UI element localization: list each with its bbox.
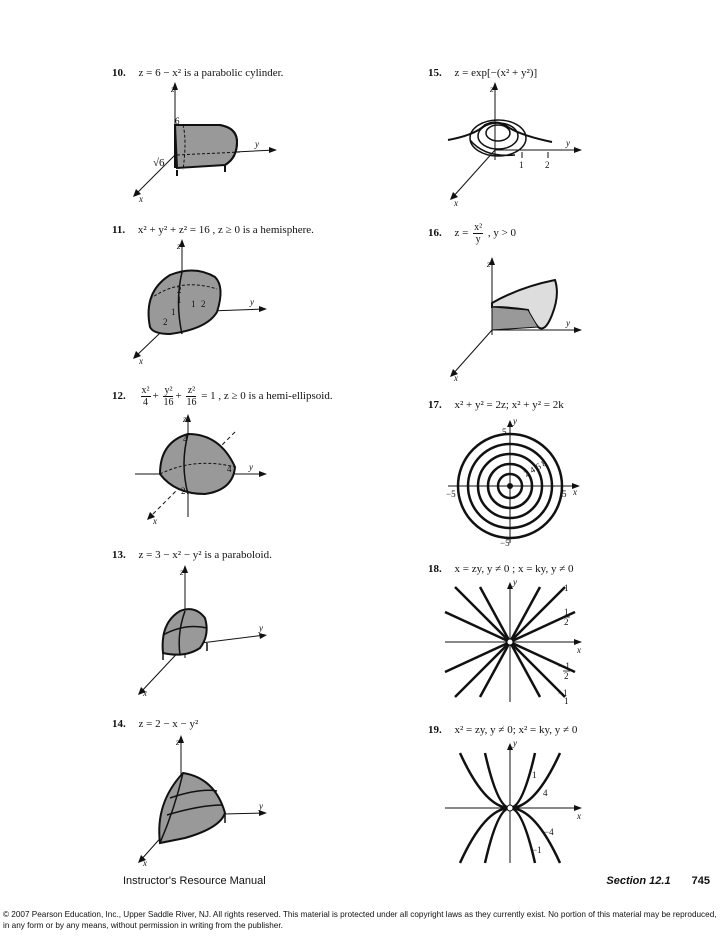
problem-19-statement <box>428 723 577 737</box>
figure-plane-surface <box>125 733 275 868</box>
problem-number: 16. <box>428 227 442 240</box>
copyright-notice: © 2007 Pearson Education, Inc., Upper Saddle River, NJ. All rights reserved. This material is protected under all copyright laws as they currently exist. No portion of this material may be reproduced, in any form or by any means, without permission in writing from the publisher. <box>3 910 717 930</box>
problem-number: 15. <box>428 67 442 79</box>
slope-label: 1 <box>564 696 569 706</box>
y-axis-label: y <box>513 577 517 587</box>
slope-label: − 1 <box>558 661 570 671</box>
x-axis-label: x <box>153 516 157 526</box>
tick-label: −5 <box>500 538 510 548</box>
figure-line-family <box>440 577 590 707</box>
y-axis-label: y <box>255 139 259 149</box>
figure-level-circles <box>440 415 590 550</box>
tick-label: 6 <box>175 116 180 126</box>
problem-number: 10. <box>112 67 126 79</box>
tick-label: 4 <box>227 464 232 474</box>
problem-eq-prefix: z = <box>454 227 469 240</box>
z-axis-label: z <box>490 84 494 94</box>
tick-label: 5 <box>502 427 507 437</box>
fraction-term: $\frac{\text{z²}}{16}$ <box>186 385 197 408</box>
tick-label: 1 <box>519 160 524 170</box>
slope-label: 2 <box>564 617 569 627</box>
problem-14-statement <box>112 717 198 731</box>
tick-label: 2 <box>163 317 168 327</box>
problem-number: 17. <box>428 399 442 411</box>
z-axis-label: z <box>487 259 491 269</box>
x-axis-label: x <box>139 356 143 366</box>
fraction-term: $\frac{\text{x²}}{4}$ <box>141 385 150 408</box>
figure-parabolic-cylinder <box>125 80 285 205</box>
problem-equation: z = exp[−(x² + y²)] <box>454 67 538 79</box>
problem-equation: z = 2 − x − y² <box>138 718 199 730</box>
problem-11-statement <box>112 223 314 237</box>
y-axis-label: y <box>259 623 263 633</box>
x-axis-label: x <box>143 858 147 868</box>
problem-18-statement <box>428 562 574 576</box>
y-axis-label: y <box>249 462 253 472</box>
problem-equation: z = 6 − x² is a parabolic cylinder. <box>138 67 284 79</box>
problem-13-statement <box>112 548 272 562</box>
problem-eq-suffix: , y > 0 <box>487 227 517 240</box>
problem-equation: x² = zy, y ≠ 0; x² = ky, y ≠ 0 <box>454 724 578 736</box>
tick-label: 2 <box>201 299 206 309</box>
x-axis-label: x <box>577 645 581 655</box>
y-axis-label: y <box>259 801 263 811</box>
problem-equation: x = zy, y ≠ 0 ; x = ky, y ≠ 0 <box>454 563 574 575</box>
tick-label: 2 <box>545 160 550 170</box>
z-axis-label: z <box>171 84 175 94</box>
slope-label: 1 <box>564 583 569 593</box>
y-axis-label: y <box>513 416 517 426</box>
problem-equation: x² + y² = 2z; x² + y² = 2k <box>454 399 564 411</box>
z-axis-label: z <box>183 414 187 424</box>
tick-label: 2 <box>177 285 182 295</box>
y-axis-label: y <box>566 318 570 328</box>
problem-number: 14. <box>112 718 126 730</box>
y-axis-label: y <box>513 738 517 748</box>
problem-17-statement <box>428 398 564 412</box>
figure-hemi-ellipsoid <box>125 412 275 526</box>
figure-parabola-family <box>440 738 590 868</box>
tick-label: 2 <box>181 486 186 496</box>
z-axis-label: z <box>180 567 184 577</box>
section-and-page <box>606 875 710 887</box>
curve-label: −4 <box>544 827 554 837</box>
level-labels: 2 4 6 8 <box>522 457 549 479</box>
problem-number: 19. <box>428 724 442 736</box>
x-axis-label: x <box>139 194 143 204</box>
problem-equation: z = 3 − x² − y² is a paraboloid. <box>138 549 272 561</box>
manual-title: Instructor's Resource Manual <box>123 875 266 887</box>
tick-label: 1 <box>191 299 196 309</box>
x-axis-label: x <box>577 811 581 821</box>
problem-number: 11. <box>112 224 126 236</box>
x-axis-label: x <box>454 198 458 208</box>
y-axis-label: y <box>250 297 254 307</box>
slope-label: 1 <box>564 607 569 617</box>
problem-number: 18. <box>428 563 442 575</box>
x-axis-label: x <box>143 688 147 698</box>
page-number: 745 <box>691 875 710 887</box>
tick-label: 1 <box>171 307 176 317</box>
tick-label: 5 <box>562 489 567 499</box>
x-axis-label: x <box>573 487 577 497</box>
tick-label: √6 <box>153 157 165 169</box>
slope-label: −1 <box>558 688 568 698</box>
figure-hemisphere <box>125 237 275 367</box>
z-axis-label: z <box>176 737 180 747</box>
curve-label: 4 <box>543 788 548 798</box>
problem-10-statement <box>112 66 283 80</box>
x-axis-label: x <box>454 373 458 383</box>
figure-paraboloid <box>125 563 275 698</box>
curve-label: 1 <box>532 770 537 780</box>
problem-number: 12. <box>112 390 126 403</box>
curve-label: −1 <box>532 845 542 855</box>
tick-label: −5 <box>446 489 456 499</box>
figure-quotient-surface <box>440 255 590 385</box>
section-label: Section 12.1 <box>606 875 671 887</box>
problem-12-statement: 12. $\frac{\text{x²}}{4}$ + $\frac{\text{y²}}{16}$ + $\frac{\text{z²}}{16}$ = 1 , z ≥ 0 is a hemi-ellipsoid. <box>112 385 333 408</box>
slope-label: 2 <box>564 671 569 681</box>
fraction-term: $\frac{\text{x²}}{y}$ <box>474 222 483 245</box>
tick-label: 4 <box>183 434 188 444</box>
problem-number: 13. <box>112 549 126 561</box>
figure-gaussian-surface <box>440 80 590 210</box>
problem-16-statement <box>428 222 516 245</box>
z-axis-label: z <box>177 241 181 251</box>
tick-label: 1 <box>177 295 182 305</box>
fraction-term: $\frac{\text{y²}}{16}$ <box>163 385 174 408</box>
problem-15-statement <box>428 66 537 80</box>
problem-equation: x² + y² + z² = 16 , z ≥ 0 is a hemisphere. <box>137 224 314 236</box>
problem-equation-rest: = 1 , z ≥ 0 is a hemi-ellipsoid. <box>201 390 333 403</box>
y-axis-label: y <box>566 138 570 148</box>
